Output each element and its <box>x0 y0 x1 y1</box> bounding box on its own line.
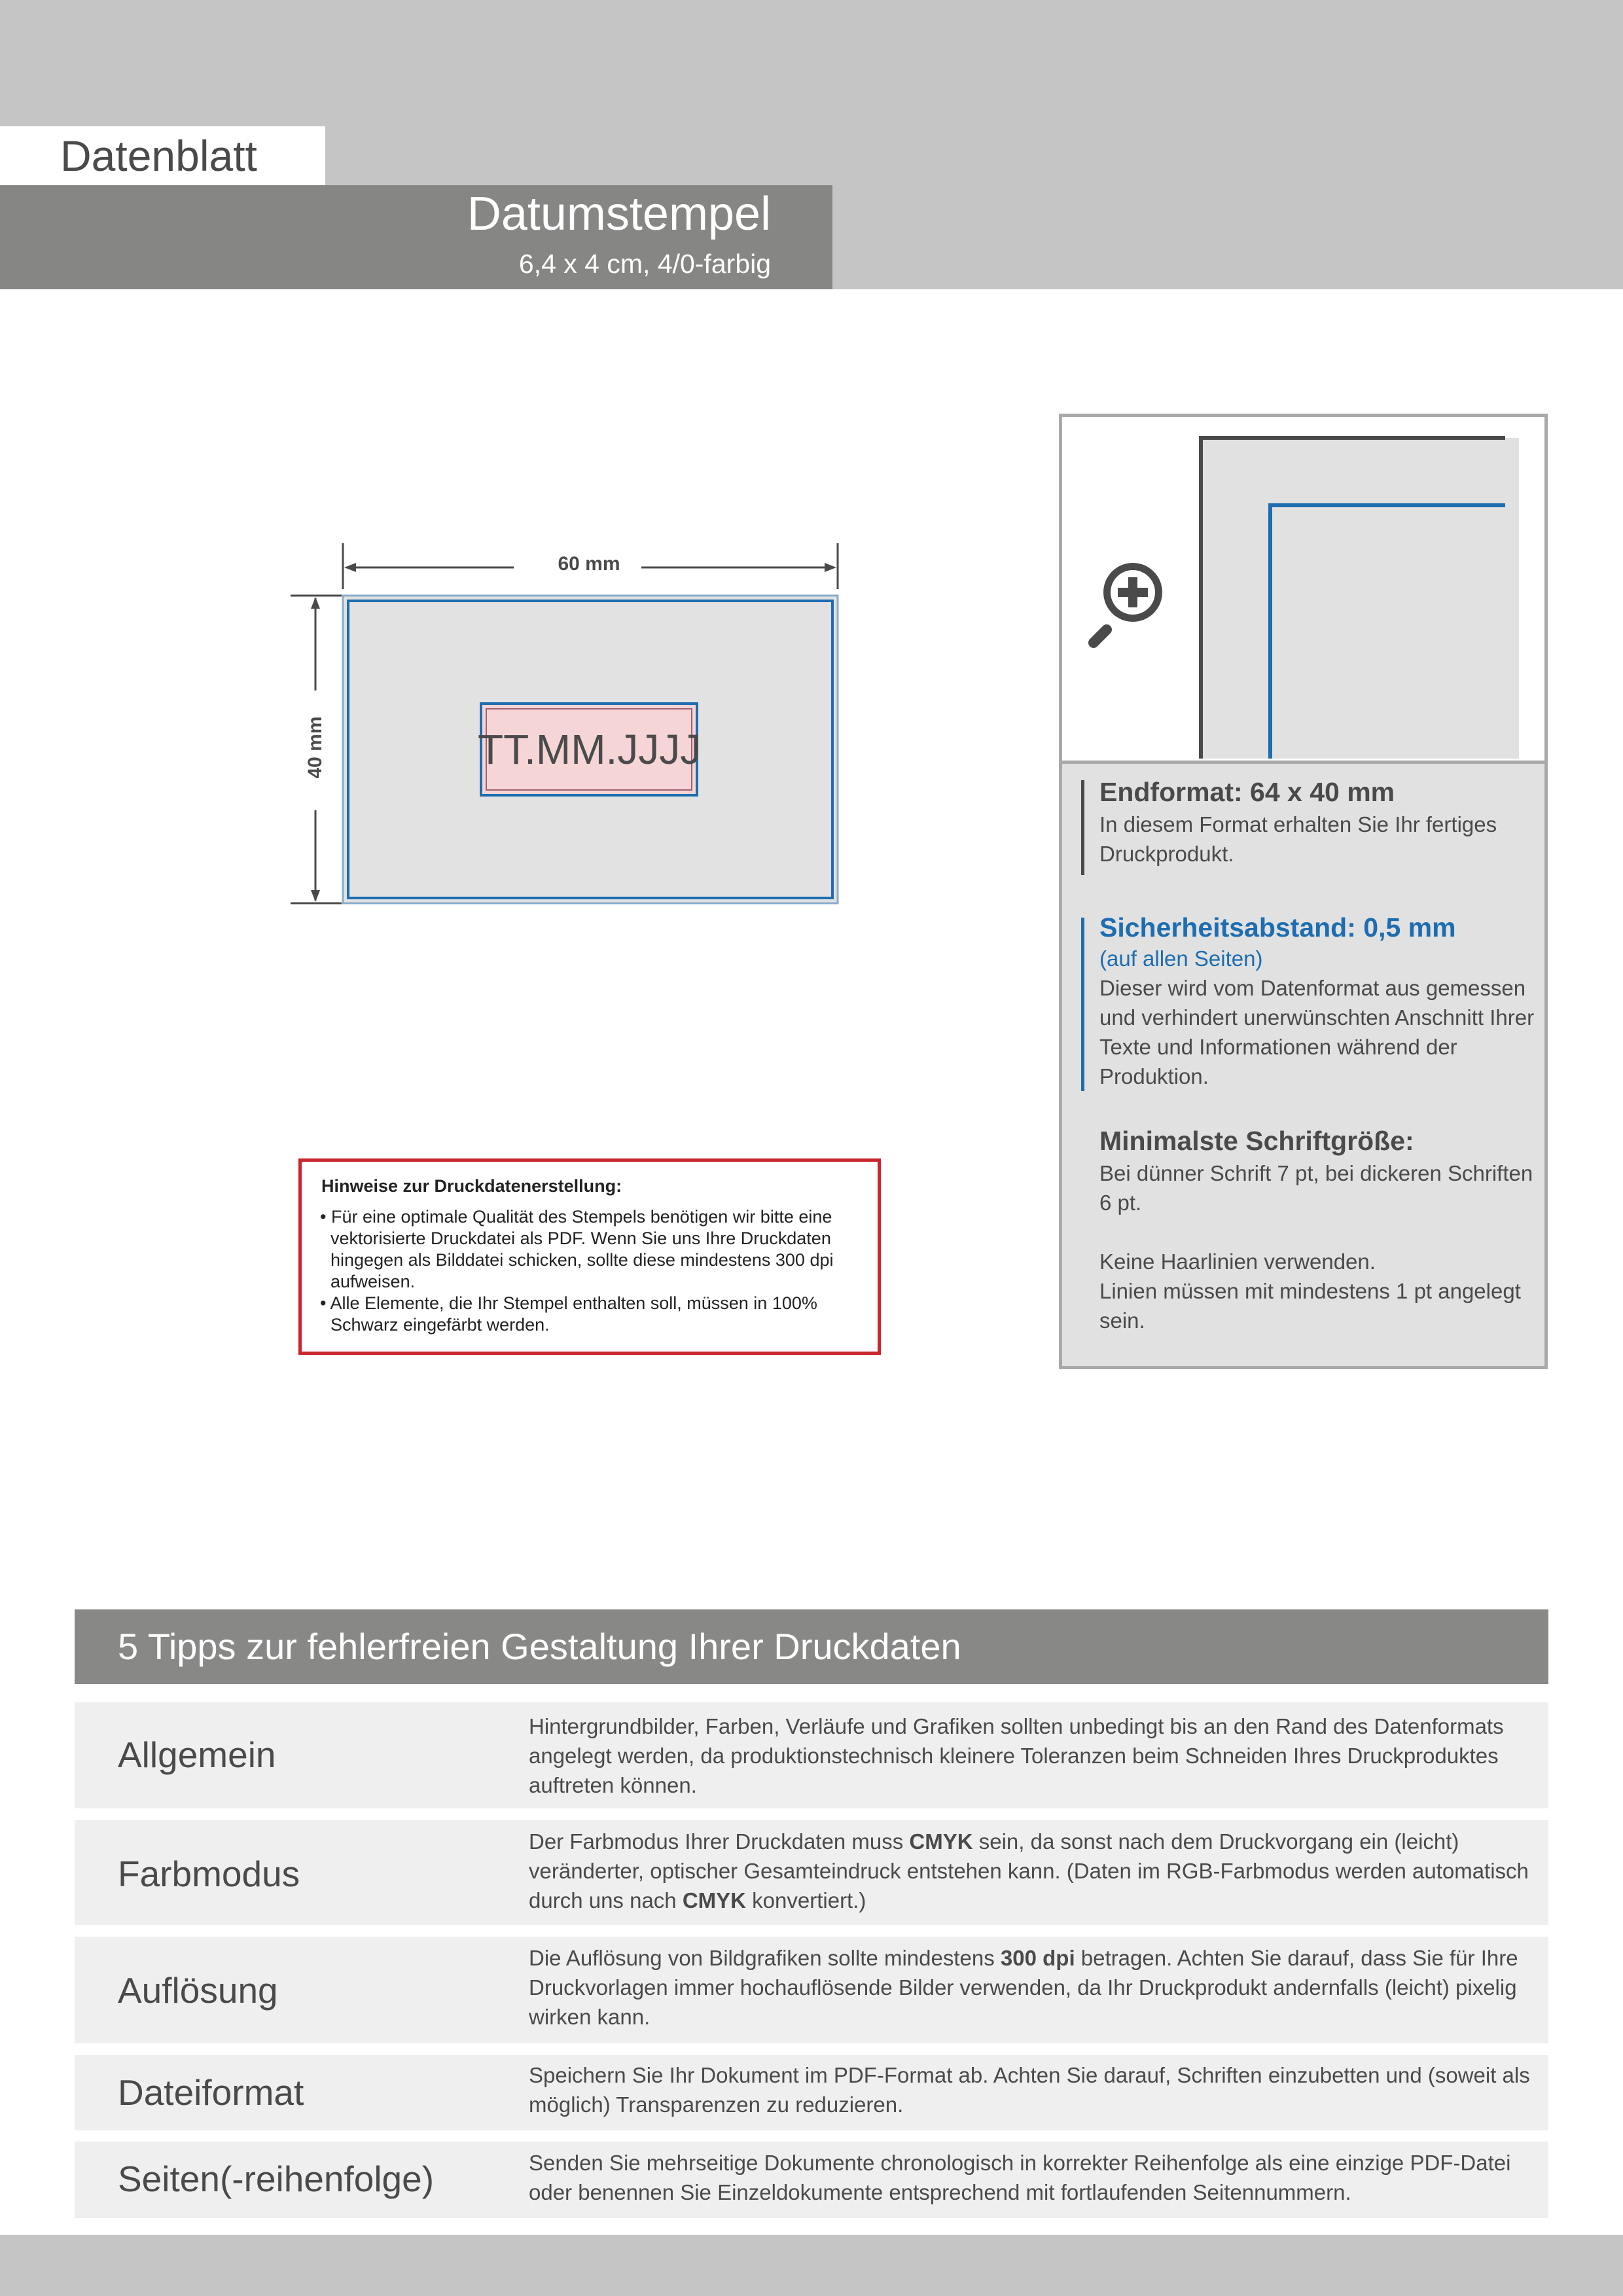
safety-marker <box>1081 918 1084 1091</box>
tip-label: Dateiformat <box>118 2072 304 2113</box>
line-weight-note: Linien müssen mit mindestens 1 pt angelegt sein. <box>1099 1279 1521 1333</box>
product-title: Datumstempel <box>467 188 771 240</box>
date-placeholder-text: TT.MM.JJJJ <box>478 726 702 773</box>
hairline-note: Keine Haarlinien verwenden. <box>1099 1249 1376 1274</box>
tip-text: Die Auflösung von Bildgrafiken sollte mindestens 300 dpi betragen. Achten Sie darauf, dass Sie für Ihre Druckvorlagen immer hochauflösende Bilder verwenden, da Ihr Druckprodukt andernfalls (leicht) pixelig wirken kann. <box>529 1946 1518 2029</box>
zoom-detail-drawing <box>1062 417 1544 761</box>
tip-text: Senden Sie mehrseitige Dokumente chronologisch in korrekter Reihenfolge als eine einzige PDF-Datei oder benennen Sie Einzeldokumente entsprechend mit fortlaufenden Seitennummern. <box>529 2151 1511 2204</box>
tip-text: Speichern Sie Ihr Dokument im PDF-Format ab. Achten Sie darauf, Schriften einzubetten und (soweit als möglich) Transparenzen zu reduzieren. <box>529 2063 1530 2117</box>
font-size-heading: Minimalste Schriftgröße: <box>1099 1126 1414 1156</box>
height-dimension-label: 40 mm <box>304 716 326 779</box>
footer-band <box>0 2235 1623 2296</box>
tip-label: Allgemein <box>118 1734 276 1775</box>
safety-subheading: (auf allen Seiten) <box>1099 946 1263 971</box>
tip-text: Hintergrundbilder, Farben, Verläufe und Grafiken sollten unbedingt bis an den Rand des Datenformats angelegt werden, da produktionstechnisch kleinere Toleranzen beim Schneiden Ihres Druckproduktes auftreten können. <box>529 1714 1504 1797</box>
product-subtitle: 6,4 x 4 cm, 4/0-farbig <box>518 249 771 279</box>
hint-box <box>298 1158 881 1355</box>
dim-width-arrow-right <box>825 563 836 572</box>
tip-row-page-order <box>75 2142 1548 2218</box>
tip-row-resolution <box>75 1937 1548 2043</box>
tips-header <box>75 1609 1548 1684</box>
hint-title: Hinweise zur Druckdatenerstellung: <box>321 1176 622 1196</box>
endformat-heading: Endformat: 64 x 40 mm <box>1099 777 1395 807</box>
tip-label: Auflösung <box>118 1970 278 2011</box>
endformat-text: In diesem Format erhalten Sie Ihr fertiges Druckprodukt. <box>1099 812 1497 866</box>
hint-item: • Für eine optimale Qualität des Stempels benötigen wir bitte eine vektorisierte Druckdatei als PDF. Wenn Sie uns Ihre Druckdaten hingegen als Bilddatei schicken, sollte diese mindestens 300 dpi aufweisen. <box>320 1207 834 1291</box>
hint-item: • Alle Elemente, die Ihr Stempel enthalten soll, müssen in 100% Schwarz eingefärbt werden. <box>320 1293 817 1335</box>
safety-text: Dieser wird vom Datenformat aus gemessen und verhindert unerwünschten Anschnitt Ihrer Texte und Informationen während der Produktion. <box>1099 976 1535 1088</box>
width-dimension-label: 60 mm <box>558 553 620 575</box>
info-panel <box>1059 414 1548 1369</box>
endformat-marker <box>1081 780 1084 875</box>
dim-height-arrow-bottom <box>311 890 320 902</box>
dim-width-arrow-left <box>344 563 356 572</box>
tip-row-color-mode <box>75 1820 1548 1925</box>
tip-label: Seiten(-reihenfolge) <box>118 2159 435 2199</box>
datenblatt-label: Datenblatt <box>60 132 257 180</box>
zoom-detail <box>1062 417 1544 764</box>
safety-heading: Sicherheitsabstand: 0,5 mm <box>1099 912 1456 942</box>
tip-row-file-format <box>75 2055 1548 2130</box>
tips-title: 5 Tipps zur fehlerfreien Gestaltung Ihrer Druckdaten <box>118 1626 961 1667</box>
font-size-text: Bei dünner Schrift 7 pt, bei dickeren Schriften 6 pt. <box>1099 1161 1533 1215</box>
tip-row-general <box>75 1702 1548 1808</box>
tip-text: Der Farbmodus Ihrer Druckdaten muss CMYK sein, da sonst nach dem Druckvorgang ein (leicht) veränderter, optischer Gesamteindruck entstehen kann. (Daten im RGB-Farbmodus werden automatisch durch uns nach CMYK konvertiert.) <box>529 1829 1529 1912</box>
dim-height-arrow-top <box>311 597 320 609</box>
zoom-format-area <box>1201 438 1519 759</box>
magnifier-icon <box>1094 563 1162 643</box>
tip-label: Farbmodus <box>118 1854 300 1894</box>
